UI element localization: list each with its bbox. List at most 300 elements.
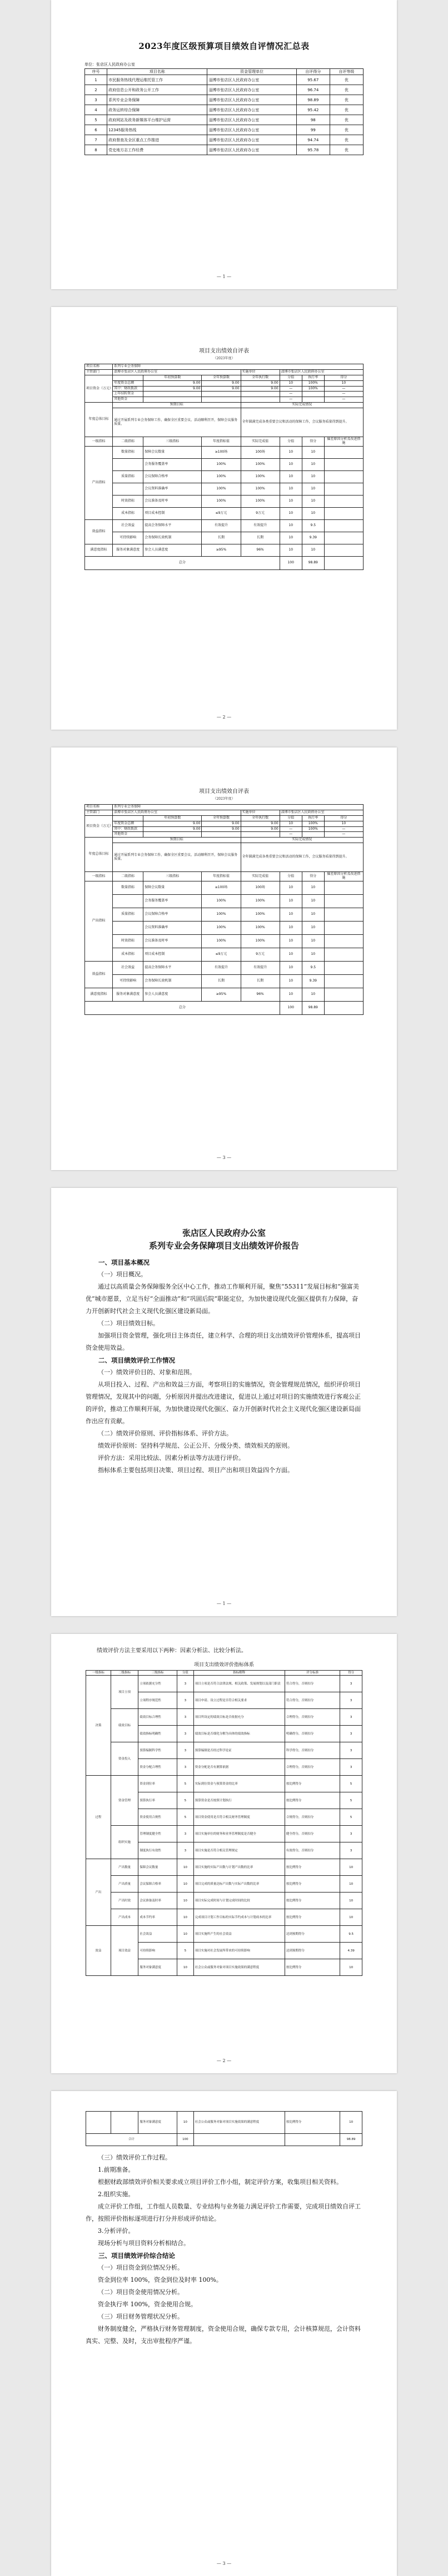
cell: 按比例得分 [285,1909,340,1926]
cell: 10 [280,532,302,544]
total-max: 100 [280,556,302,569]
cell: 10 [280,922,302,935]
cell: 10 [177,2112,193,2134]
cell: 数量指标 [113,446,143,458]
cell [113,483,143,495]
cell: 项目效益 [111,1926,138,1976]
form-title: 项目支出绩效自评表 [199,789,249,795]
cell: 长期 [241,532,280,544]
cell: 3 [177,1742,193,1759]
cell: 符合得分，否则扣分 [285,1692,340,1709]
cell: 10 [302,458,324,470]
cell: 参会人员满意度 [143,988,202,1002]
section-heading: 三、项目绩效评价综合结论 [98,2252,175,2260]
cell: 社会公众或服务对象对项目实施效果的满意程度 [193,1959,285,1976]
cell: 10 [340,2112,362,2134]
cell: 会议资料准确率 [143,483,202,495]
cell: 9万元 [241,507,280,519]
cell: 明确得分，否则扣分 [285,1726,340,1742]
cell: 100% [202,495,241,507]
total-score: 98.89 [302,556,324,569]
cell: 3 [340,1726,362,1742]
cell: 10 [302,948,324,962]
fund-label: 项目资金（万元） [85,815,113,838]
cell: 会务服务覆盖率 [143,895,202,908]
cell: ≥95% [202,544,241,556]
cell: 项目立项 [111,1676,138,1709]
cell: 95.78 [296,145,330,155]
cell: 按比例得分 [285,1776,340,1792]
cell: 94.74 [296,135,330,145]
cell: 10 [280,881,302,895]
page-number: — 1 — [216,1601,232,1606]
cell: 会议资料准确率 [143,922,202,935]
level1-label: 满意度指标 [85,544,113,556]
cell: ≤9万元 [202,948,241,962]
cell: — [324,397,363,403]
cell: 100场 [241,446,280,458]
total-label: 总分 [85,1002,280,1015]
cell [111,2112,138,2134]
cell: 项目实施的实际产出数与计划产出数的比率 [193,1859,285,1876]
cell: 项目成本控制 [143,948,202,962]
cell: 10 [340,1893,362,1909]
cell: 10 [302,446,324,458]
cell: 达到预期得分 [285,1943,340,1959]
paragraph: 1.前期准备。 [98,2166,135,2173]
cell: 10 [280,821,302,826]
cell: 项目实施对社会发展所带来的可持续影响 [193,1943,285,1959]
level1-label: 效益指标 [85,962,113,988]
cell: 3 [340,1826,362,1842]
cell: 3 [340,1709,362,1726]
cell: 年度资金总额 [113,821,143,826]
cell: 100% [202,895,241,908]
cell: 成本节约率 [138,1909,177,1926]
cell: 可持续影响 [113,975,143,988]
cell: 9.39 [302,532,324,544]
cell: 4.39 [340,1943,362,1959]
subheading: （一）项目概况。 [98,1270,147,1278]
cell: 10 [302,895,324,908]
col-header: 分值 [280,437,302,447]
fund-label: 项目资金（万元） [85,375,113,402]
cell: 有效提升 [202,519,241,532]
cell: 按比例得分 [285,1859,340,1876]
cell: 9.39 [302,975,324,988]
cell: 管理制度健全性 [138,1826,177,1842]
cell: 项目实施所产生的社会效益 [193,1926,285,1943]
label-cell: 实施单位 [241,369,280,375]
cell: 100% [202,483,241,495]
cell: 健全得分，否则扣分 [285,1826,340,1842]
cell: 会议保障合格率 [143,908,202,922]
col-header: 全年执行数 [241,815,280,821]
col-header: 一级指标 [85,872,113,881]
level1-label: 产出指标 [85,881,113,962]
cell: 95.67 [296,75,330,85]
col-header: 分值 [177,1671,193,1676]
cell: 项目完成的质量达标产出数与实际产出数的比率 [193,1876,285,1893]
cell: 组织实施 [111,1826,138,1859]
col-header: 分值 [280,872,302,881]
cell: 上年结转资金 [113,392,143,397]
cell: 政务运转综合保障 [107,105,207,115]
col-header: 偏差原因分析及改进措施 [324,437,363,447]
cell: 10 [302,495,324,507]
dept-name: 淄博市张店区人民政府办公室 [113,810,241,815]
col-header: 资金管理单位 [207,69,296,75]
cell: — [280,826,302,832]
cell: 10 [340,1959,362,1976]
report-page-1 [51,1188,397,1616]
cell: 淄博市张店区人民政府办公室 [207,135,296,145]
cell: — [324,832,363,838]
col-header: 年度指标值 [202,872,241,881]
cell: 9.5 [302,519,324,532]
cell: 预算资金是否按照计划执行 [193,1792,285,1809]
cell: 10 [280,895,302,908]
cell: 产出时效 [111,1893,138,1909]
cell: 市民服务热线代理运维托管工作 [107,75,207,85]
cell: 9万元 [241,948,280,962]
cell: 按比例得分 [285,1893,340,1909]
project-name: 系列专业会务保障 [113,364,364,370]
cell: 4 [85,105,107,115]
cell: 时效指标 [113,935,143,948]
cell: 9.5 [302,962,324,975]
paragraph: 通过以高质量会务保障服务全区中心工作，推动工作顺利开展，聚焦“55311”发展目标和“强富美优”城市愿景，立足当好“全面推动”和“巩固后院”职能定位，为加快建设现代化强区提供有力保障，奋力开创新时代社会主义现代化强区建设新局面。 [86,1282,359,1315]
cell: 会议准备及时率 [143,935,202,948]
cell: 10 [302,881,324,895]
paragraph: 绩效评价原则：坚持科学规范、公正公开、分级分类、绩效相关的原则。 [98,1441,293,1449]
table-row [85,386,364,392]
cell: 决策 [86,1676,111,1776]
cell: 合规得分，否则扣分 [285,1809,340,1826]
cell: 淄博市张店区人民政府办公室 [207,105,296,115]
col-header: 得分 [324,815,363,821]
col-header: 执行率 [302,375,324,380]
cell: 100% [302,386,324,392]
cell: 项目实际完成时间与计划完成时间的比较 [193,1893,285,1909]
cell: 10 [280,962,302,975]
eval-form-table [84,364,364,570]
cell: 9.00 [143,386,202,392]
subheading: （二）项目绩效目标。 [98,1319,159,1327]
cell: 5 [340,1776,362,1792]
cell: 10 [280,495,302,507]
cell: 按比例得分 [285,1876,340,1893]
cell: 效益 [86,1926,111,1976]
page-number: — 2 — [216,2058,232,2063]
cell: — [280,397,302,403]
col-header: 评分标准 [285,1671,340,1676]
cell: 100% [202,935,241,948]
cell: 5 [177,1943,193,1959]
cell: 10 [280,507,302,519]
cell: 会议准备及时率 [143,495,202,507]
cell: 产出 [86,1859,111,1926]
cell: 其中：财政拨款 [113,386,143,392]
cell: 可持续影响 [113,532,143,544]
cell: 资金分配合理性 [138,1759,177,1776]
paragraph: 评价方法：采用比较法、因素分析法等方法进行评价。 [98,1454,245,1462]
cell: 100% [202,458,241,470]
cell: 10 [302,922,324,935]
cell: 服务对象满意度 [113,544,143,556]
cell: 100% [241,922,280,935]
col-header: 序号 [85,69,107,75]
subheading: （一）绩效评价目的、对象和范围。 [98,1368,196,1376]
cell: 100% [202,908,241,922]
col-header: 二级指标 [113,437,143,447]
goal-label: 年度总体目标 [85,838,113,872]
cell: 9.00 [202,380,241,386]
cell: 100 [177,2134,193,2146]
cell: 10 [302,935,324,948]
subheading: （三）绩效评价工作过程。 [98,2154,171,2161]
paragraph: 从项目投入、过程、产出和效益三方面，考察项目的实施情况，资金管理规范情况，组织评价项目管理情况，发现其中的问题，分析原因并提出改进建议，促进以上通过对项目的实施绩效进行客观公正的评价，推动工作顺利开展，为加快建设现代化强区、奋力开创新时代社会主义现代化强区建设新局面作出应有贡献。 [86,1380,361,1425]
table-row [85,826,364,832]
dept-name: 淄博市张店区人民政府办公室 [113,369,241,375]
col-header: 二级指标 [113,872,143,881]
report-page-3 [51,2091,397,2576]
cell: — [324,826,363,832]
cell: 其他资金 [113,832,143,838]
cell: 社会公众或服务对象对项目实施效果的满意程度 [193,2112,285,2134]
col-header: 年初预算数 [143,375,202,380]
cell: 淄博市张店区人民政府办公室 [207,95,296,105]
cell: — [280,386,302,392]
cell: 资金管理 [111,1776,138,1826]
cell: 绩效目标合理性 [138,1709,177,1726]
section-heading: 二、项目绩效评价工作情况 [98,1356,175,1364]
table-row [85,832,364,838]
subheading: （三）项目财务管理状况分析。 [98,2313,183,2320]
cell: 1 [85,75,107,85]
cell: 9.00 [241,380,280,386]
cell: 10 [177,1926,193,1943]
page-number: — 3 — [216,1155,232,1160]
cell: 可持续影响 [138,1943,177,1959]
cell: 政府网站及政务新媒体平台维护运营 [107,115,207,125]
cell: 时效指标 [113,495,143,507]
table-row [85,397,364,403]
cell: 产出数量 [111,1859,138,1876]
cell: 10 [280,470,302,483]
cell: 10 [340,1859,362,1876]
col-header: 二级指标 [111,1671,138,1676]
cell: 达到预期得分 [285,1926,340,1943]
table-row [85,392,364,397]
col-header: 一级指标 [85,437,113,447]
cell: 10 [280,483,302,495]
cell: 3 [177,1676,193,1692]
cell: 3 [177,1759,193,1776]
cell: ≥100场 [202,881,241,895]
col-header: 全年执行数 [241,375,280,380]
total-max: 100 [280,1002,302,1015]
cell: 优 [330,145,363,155]
cell: 项目成本控制 [143,507,202,519]
label-cell: 项目名称 [85,364,113,370]
cell: 质量指标 [113,908,143,922]
table-row [85,135,364,145]
cell: 9.00 [241,826,280,832]
cell: 有效得分，否则扣分 [285,1842,340,1859]
cell: 100% [302,826,324,832]
cell: 合理得分，否则扣分 [285,1709,340,1726]
cell [241,392,280,397]
cell: 100% [241,495,280,507]
report-title-line-2: 系列专业会务保障项目支出绩效评价报告 [148,1241,299,1251]
cell: 项目资金使用是否符合相关财务管理制度 [193,1809,285,1826]
cell: 参会人员满意度 [143,544,202,556]
cell: 10 [280,380,302,386]
cell: 会议保障合格率 [143,470,202,483]
cell: 优 [330,105,363,115]
cell: 长期 [202,975,241,988]
paragraph: 财务制度健全，严格执行财务管理制度，资金使用合规，确保专款专用，会计核算规范，会计资料真实、完整、及时，支出审批程序严谨。 [86,2325,361,2345]
subheading: （二）绩效评价原则、评价指标体系、评价方法。 [98,1429,232,1437]
cell: 优 [330,115,363,125]
cell: 保障会议数量 [143,881,202,895]
cell: 5 [340,1792,362,1809]
cell [86,2112,111,2134]
cell: 100% [202,470,241,483]
cell: 96% [241,544,280,556]
cell: 10 [177,1859,193,1876]
cell: 95.42 [296,105,330,115]
cell: 5 [177,1792,193,1809]
form-title: 项目支出绩效自评表 [199,348,249,354]
cell: ≥95% [202,988,241,1002]
cell: 项目所设定的绩效目标是否依据充分 [193,1709,285,1726]
cell [193,2134,285,2146]
table-row [85,380,364,386]
cell: 3 [340,1759,362,1776]
cell: — [324,386,363,392]
col-header: 三级指标 [143,872,202,881]
col-header: 得分 [324,375,363,380]
col-header: 自评得分 [296,69,330,75]
cell: 项目实施单位的财务和业务管理制度是否健全 [193,1826,285,1842]
cell [202,397,241,403]
cell: 10 [302,988,324,1002]
paragraph: 根据财政部绩效评价相关要求成立项目评价工作小组，制定评价方案，收集项目相关资料。 [98,2178,342,2186]
cell: 99 [296,125,330,135]
table-row [85,115,364,125]
indicator-table-title: 项目支出绩效评价指标体系 [193,1662,254,1668]
cell: 科学得分，否则扣分 [285,1742,340,1759]
cell: 保障会议数量 [143,446,202,458]
cell: 10 [177,1909,193,1926]
section-heading: 一、项目基本概况 [98,1258,150,1266]
cell: 10 [302,908,324,922]
page-number: — 1 — [216,274,232,279]
cell: 100% [241,470,280,483]
table-row [85,85,364,95]
cell: 优 [330,85,363,95]
cell: 9.00 [241,386,280,392]
col-header: 预期目标 [113,403,241,408]
subheading: （二）项目资金使用情况分析。 [98,2288,183,2296]
paragraph: 加强项目资金管理，强化项目主体责任，建立科学、合理的项目支出绩效评价管理体系，提高项目资金使用效益。 [86,1331,361,1351]
cell: 10 [280,544,302,556]
table-row [85,95,364,105]
cell: 项目立项是否符合法律法规、相关政策、发展规划以及部门职责 [193,1676,285,1692]
cell: 服务对象满意度 [113,988,143,1002]
cell: 98 [296,115,330,125]
cell: — [324,392,363,397]
cell: 会务服务覆盖率 [143,458,202,470]
cell: 项目申请、设立过程是否符合相关要求 [193,1692,285,1709]
cell: 会议准备及时率 [138,1893,177,1909]
cell: 10 [280,908,302,922]
col-header: 全年预算数 [202,815,241,821]
cell [285,2134,340,2146]
goal-actual: 全年圆满完成各类重要会议和活动的保障工作，会议服务质量得到提升。 [241,843,363,872]
col-header: 年初预算数 [143,815,202,821]
cell [113,458,143,470]
summary-page [51,0,397,289]
cell: 按比例得分 [285,1959,340,1976]
cell: 质量指标 [113,470,143,483]
paragraph: 绩效评价方法主要采用以下两种：因素分析法、比较分析法。 [97,1648,247,1654]
paragraph: 资金到位率 100%，资金到位及时率 100%。 [98,2276,222,2283]
cell: 10 [302,544,324,556]
cell: 淄博市张店区人民政府办公室 [207,75,296,85]
cell: 3 [340,1676,362,1692]
cell: 有效提升 [241,519,280,532]
cell: ≤9万元 [202,507,241,519]
col-header: 实际完成情况 [241,403,363,408]
cell: 保障会议数量 [138,1859,177,1876]
summary-table [84,68,364,155]
cell: 3 [177,1842,193,1859]
cell: — [280,832,302,838]
cell: 提高会务保障水平 [143,519,202,532]
cell: 10 [280,519,302,532]
indicator-table [86,1670,362,1976]
cell: 项目实施是否符合相关管理规定 [193,1842,285,1859]
cell: 10 [280,446,302,458]
cell: 100% [202,922,241,935]
cell: 10 [280,935,302,948]
cell: 3 [340,1842,362,1859]
paragraph: 3.分析评价。 [98,2227,135,2235]
cell [241,832,280,838]
cell: 98.89 [340,2134,362,2146]
cell: 淄博市张店区人民政府办公室 [207,125,296,135]
cell: 98.89 [296,95,330,105]
report-page-2 [51,1634,397,2073]
eval-form-table [84,804,364,1015]
label-cell: 主管部门 [85,810,113,815]
cell: 6 [85,125,107,135]
cell: 预算执行率 [138,1792,177,1809]
cell: 优 [330,75,363,85]
level1-label: 效益指标 [85,519,113,544]
cell: 10 [324,380,363,386]
col-header: 年度指标值 [202,437,241,447]
cell: 淄博市张店区人民政府办公室 [207,145,296,155]
cell: 制度执行有效性 [138,1842,177,1859]
col-header: 执行率 [302,815,324,821]
summary-title: 2023年度区级预算项目绩效自评情况汇总表 [138,41,310,51]
cell [241,397,280,403]
cell: 提高会务保障水平 [143,962,202,975]
